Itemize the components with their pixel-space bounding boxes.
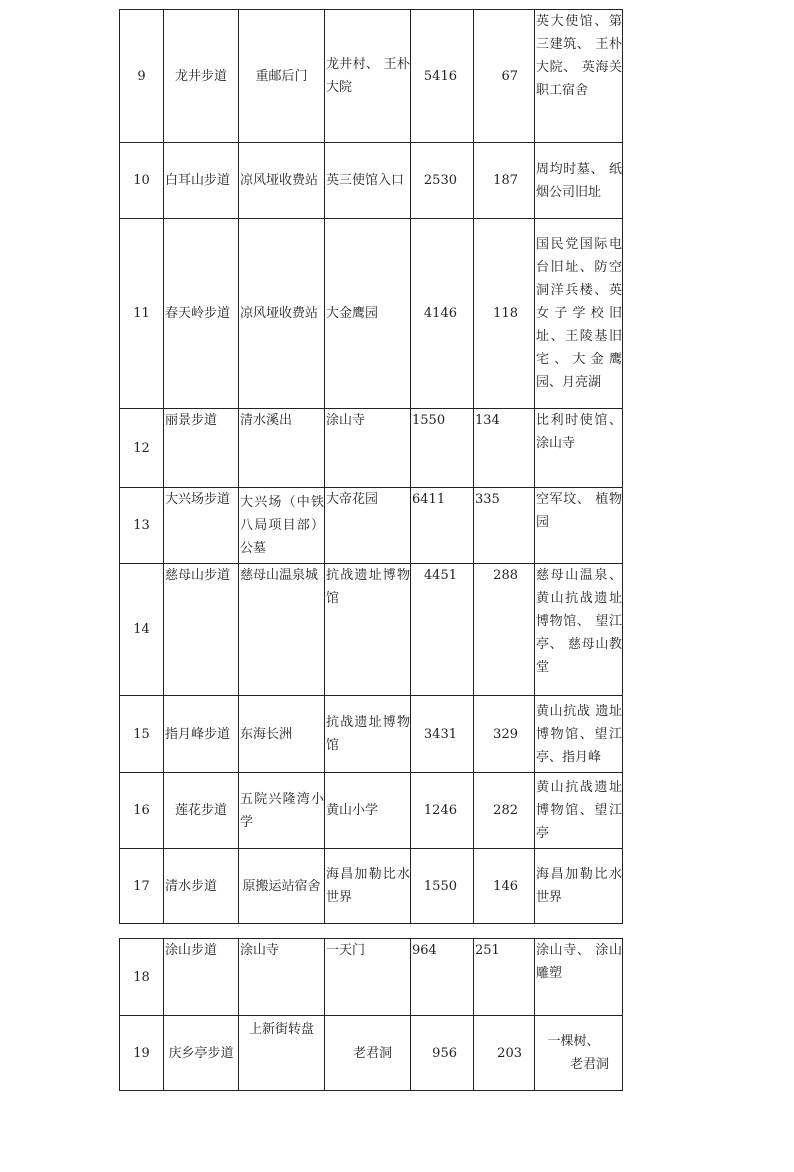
trail-length: 1550: [411, 409, 474, 488]
trail-climb: 335: [474, 488, 535, 564]
trail-length: 4451: [411, 564, 474, 696]
trail-name: 白耳山步道: [164, 143, 239, 219]
table-row: [120, 939, 623, 1016]
trail-end: 一天门: [325, 939, 411, 1016]
row-number: 12: [120, 409, 164, 488]
trail-name: 莲花步道: [164, 773, 239, 849]
trail-start: 原搬运站宿舍: [239, 849, 325, 924]
table-row: [120, 409, 623, 488]
trail-table-main: [119, 9, 623, 924]
trail-end: 海昌加勒比水世界: [325, 849, 411, 924]
trail-sites: 黄山抗战 遗址博物馆、望江亭、指月峰: [535, 696, 623, 773]
row-number: 19: [120, 1016, 164, 1091]
table-row: [120, 10, 623, 143]
table-row: [120, 564, 623, 696]
row-number: 16: [120, 773, 164, 849]
trail-sites: 涂山寺、 涂山雕塑: [535, 939, 623, 1016]
trail-climb: 282: [474, 773, 535, 849]
trail-length: 956: [411, 1016, 474, 1091]
trail-sites: [535, 1016, 623, 1091]
trail-end: 涂山寺: [325, 409, 411, 488]
trail-length: 6411: [411, 488, 474, 564]
table-row: [120, 1016, 623, 1091]
trail-length: 1550: [411, 849, 474, 924]
trail-climb: 146: [474, 849, 535, 924]
trail-climb: 203: [474, 1016, 535, 1091]
trail-name: 大兴场步道: [164, 488, 239, 564]
row-number: 11: [120, 219, 164, 409]
trail-sites: 海昌加勒比水世界: [535, 849, 623, 924]
trail-table-continued: [119, 938, 623, 1091]
trail-start: 上新街转盘: [239, 1016, 325, 1091]
table-row: [120, 773, 623, 849]
trail-end: 抗战遗址博物馆: [325, 696, 411, 773]
row-number: 9: [120, 10, 164, 143]
trail-name: 慈母山步道: [164, 564, 239, 696]
trail-end: 大帝花园: [325, 488, 411, 564]
row-number: 13: [120, 488, 164, 564]
trail-climb: 118: [474, 219, 535, 409]
trail-sites: 国民党国际电台旧址、防空洞洋兵楼、英女子学校旧址、王陵基旧宅、大金鹰园、月亮湖: [535, 219, 623, 409]
trail-climb: 288: [474, 564, 535, 696]
table-row: [120, 696, 623, 773]
trail-name: 春天岭步道: [164, 219, 239, 409]
row-number: 14: [120, 564, 164, 696]
trail-start: 凉风垭收费站: [239, 143, 325, 219]
trail-end: 大金鹰园: [325, 219, 411, 409]
trail-start: 大兴场（中铁八局项目部）公墓: [239, 488, 325, 564]
trail-start: 清水溪出: [239, 409, 325, 488]
trail-length: 1246: [411, 773, 474, 849]
trail-sites-line1: 一棵树、: [547, 1034, 600, 1049]
row-number: 18: [120, 939, 164, 1016]
row-number: 17: [120, 849, 164, 924]
trail-name: 清水步道: [164, 849, 239, 924]
trail-length: 3431: [411, 696, 474, 773]
trail-climb: 67: [474, 10, 535, 143]
trail-length: 964: [411, 939, 474, 1016]
row-number: 10: [120, 143, 164, 219]
trail-name: 庆乡亭步道: [164, 1016, 239, 1091]
trail-name: 涂山步道: [164, 939, 239, 1016]
trail-sites-line2: 老君洞: [569, 1057, 609, 1072]
trail-start: 凉风垭收费站: [239, 219, 325, 409]
trail-sites: 比利时使馆、涂山寺: [535, 409, 623, 488]
table-row: [120, 488, 623, 564]
trail-start: 重邮后门: [239, 10, 325, 143]
trail-length: 4146: [411, 219, 474, 409]
trail-climb: 134: [474, 409, 535, 488]
trail-end: 黄山小学: [325, 773, 411, 849]
trail-length: 5416: [411, 10, 474, 143]
table-row: [120, 143, 623, 219]
trail-start: 五院兴隆湾小学: [239, 773, 325, 849]
trail-start: 慈母山温泉城: [239, 564, 325, 696]
trail-name: 指月峰步道: [164, 696, 239, 773]
trail-end: 抗战遗址博物馆: [325, 564, 411, 696]
trail-climb: 329: [474, 696, 535, 773]
trail-name: 龙井步道: [164, 10, 239, 143]
trail-start: 东海长洲: [239, 696, 325, 773]
table-row: [120, 849, 623, 924]
trail-sites: 英大使馆、第三建筑、 王朴大院、 英海关职工宿舍: [535, 10, 623, 143]
trail-climb: 251: [474, 939, 535, 1016]
trail-sites: 周均时墓、 纸烟公司旧址: [535, 143, 623, 219]
trail-sites: 黄山抗战遗址博物馆、望江亭: [535, 773, 623, 849]
trail-name: 丽景步道: [164, 409, 239, 488]
trail-end: 龙井村、 王朴大院: [325, 10, 411, 143]
trail-end: 英三使馆入口: [325, 143, 411, 219]
table-row: [120, 219, 623, 409]
trail-sites: 慈母山温泉、黄山抗战遗址博物馆、 望江亭、 慈母山教堂: [535, 564, 623, 696]
trail-sites: 空军坟、 植物园: [535, 488, 623, 564]
trail-end: 老君洞: [325, 1016, 411, 1091]
trail-length: 2530: [411, 143, 474, 219]
trail-start: 涂山寺: [239, 939, 325, 1016]
trail-climb: 187: [474, 143, 535, 219]
row-number: 15: [120, 696, 164, 773]
